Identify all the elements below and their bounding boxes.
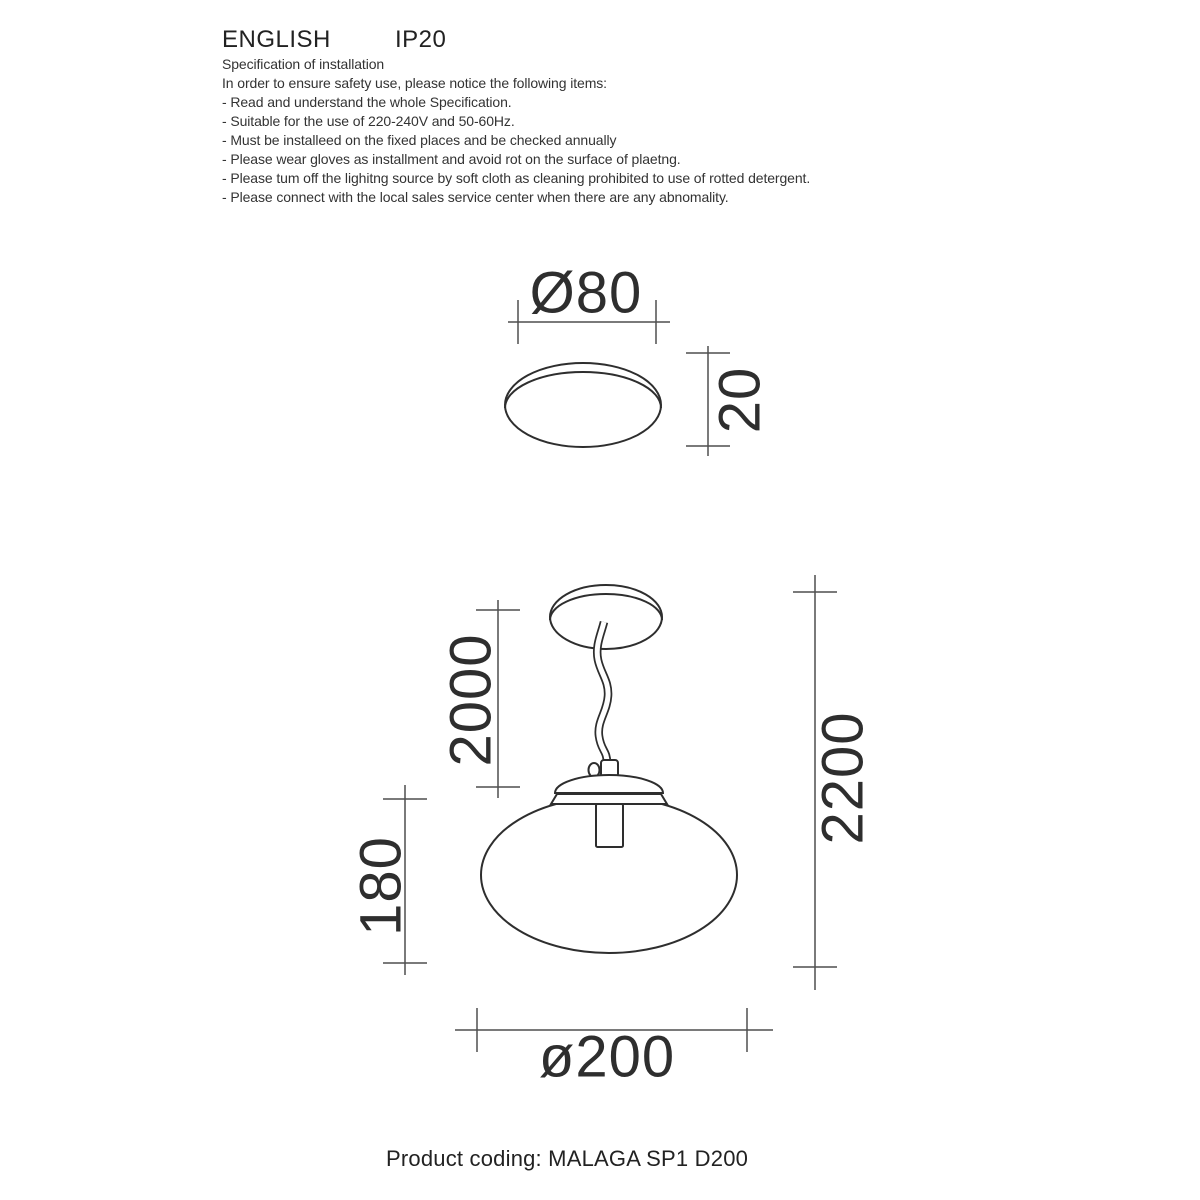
specification-item: - Please connect with the local sales service center when there are any abnomality. (222, 189, 729, 205)
holder-dome (555, 775, 663, 793)
specification-item: - Suitable for the use of 220-240V and 50-60Hz. (222, 113, 515, 129)
dim-cable-length-label: 2000 (438, 633, 504, 767)
dim-canopy-diameter-label: Ø80 (529, 260, 643, 326)
canopy-disc-rim-line (505, 372, 661, 408)
canopy-top-view-drawing (505, 363, 661, 447)
pendant-lamp-drawing (481, 585, 737, 953)
specification-item: - Read and understand the whole Specification. (222, 94, 512, 110)
holder-flange (551, 794, 667, 804)
dim-shade-height-label: 180 (348, 836, 414, 936)
dim-canopy-height-label: 20 (707, 366, 773, 434)
ip-rating-label: IP20 (395, 26, 447, 53)
specification-item: - Please tum off the lighitng source by soft cloth as cleaning prohibited to use of rotted detergent. (222, 170, 811, 186)
canopy-disc-outline (505, 363, 661, 447)
language-label: ENGLISH (222, 26, 331, 53)
specification-item: - Must be installeed on the fixed places and be checked annually (222, 132, 617, 148)
specification-item: - Please wear gloves as installment and avoid rot on the surface of plaetng. (222, 151, 681, 167)
dim-total-height-label: 2200 (810, 711, 876, 845)
dim-shade-diameter-label: ø200 (538, 1024, 676, 1090)
specification-title: Specification of installation (222, 56, 385, 72)
specification-intro: In order to ensure safety use, please notice the following items: (222, 75, 607, 91)
product-coding: Product coding: MALAGA SP1 D200 (386, 1146, 749, 1171)
lamp-socket (596, 804, 623, 847)
